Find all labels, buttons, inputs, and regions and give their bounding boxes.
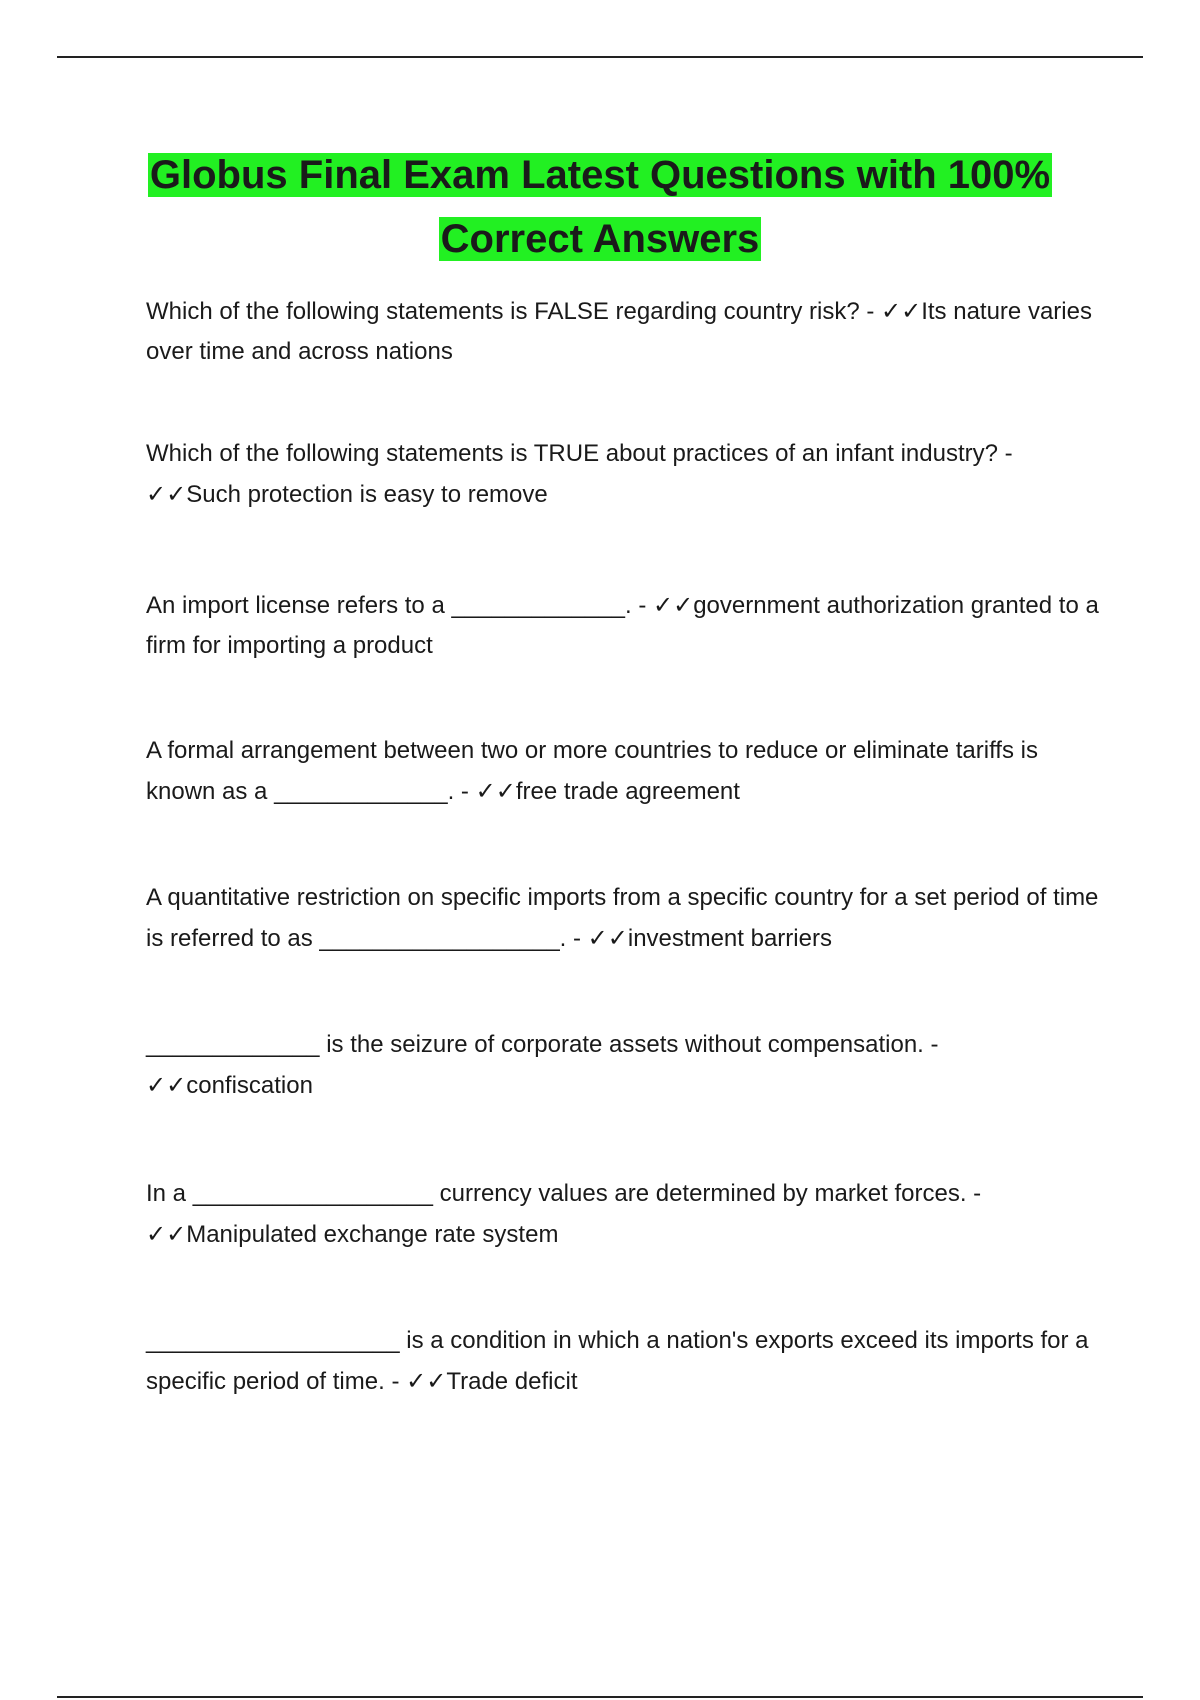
separator: - — [997, 440, 1013, 467]
footer-rule — [57, 1696, 1143, 1698]
answer-text: investment barriers — [627, 925, 832, 952]
check-mark-icon: ✓✓ — [146, 1071, 187, 1099]
separator: - — [454, 778, 476, 805]
qa-item-1 — [146, 291, 1106, 372]
separator: - — [966, 1180, 982, 1207]
check-mark-icon: ✓✓ — [146, 480, 187, 508]
qa-item-2 — [146, 434, 1106, 515]
check-mark-icon: ✓✓ — [652, 591, 694, 619]
check-mark-icon: ✓✓ — [146, 1220, 187, 1248]
qa-item-5 — [146, 878, 1106, 959]
question-text: A formal arrangement between two or more countries to reduce or eliminate tariffs is known as a _____________. — [146, 737, 1038, 805]
check-mark-icon: ✓✓ — [475, 777, 516, 805]
qa-item-6 — [146, 1025, 1106, 1106]
question-text: A quantitative restriction on specific imports from a specific country for a set period of time is referred to as __________________. — [146, 884, 1099, 952]
check-mark-icon: ✓✓ — [881, 297, 922, 325]
check-mark-icon: ✓✓ — [406, 1367, 447, 1395]
answer-text: Manipulated exchange rate system — [186, 1221, 559, 1248]
answer-text: Such protection is easy to remove — [186, 481, 548, 508]
qa-item-4 — [146, 731, 1106, 812]
header-rule — [57, 56, 1143, 58]
question-text: _____________ is the seizure of corporate assets without compensation. — [146, 1031, 924, 1058]
qa-item-7 — [146, 1174, 1106, 1255]
question-text: In a __________________ currency values are determined by market forces. — [146, 1180, 967, 1207]
title-highlight: Globus Final Exam Latest Questions with 100% Correct Answers — [149, 153, 1051, 261]
separator: - — [631, 592, 653, 619]
answer-text: confiscation — [186, 1072, 313, 1099]
check-mark-icon: ✓✓ — [587, 924, 628, 952]
answer-text: free trade agreement — [515, 778, 740, 805]
question-text: Which of the following statements is FALSE regarding country risk? — [146, 298, 860, 325]
answer-text: Its nature varies over time and across nations — [146, 298, 1092, 365]
question-text: An import license refers to a _____________. — [146, 592, 632, 619]
separator: - — [384, 1368, 407, 1395]
question-text: ___________________ is a condition in which a nation's exports exceed its imports for a specific period of time. — [146, 1327, 1089, 1395]
question-text: Which of the following statements is TRUE about practices of an infant industry? — [146, 440, 998, 467]
answer-text: Trade deficit — [446, 1368, 578, 1395]
separator: - — [566, 925, 588, 952]
separator: - — [923, 1031, 939, 1058]
qa-item-3 — [146, 585, 1106, 666]
answer-text: government authorization granted to a firm for importing a product — [146, 592, 1099, 659]
separator: - — [859, 298, 881, 325]
document-title — [80, 143, 1120, 271]
qa-item-8 — [146, 1321, 1106, 1402]
